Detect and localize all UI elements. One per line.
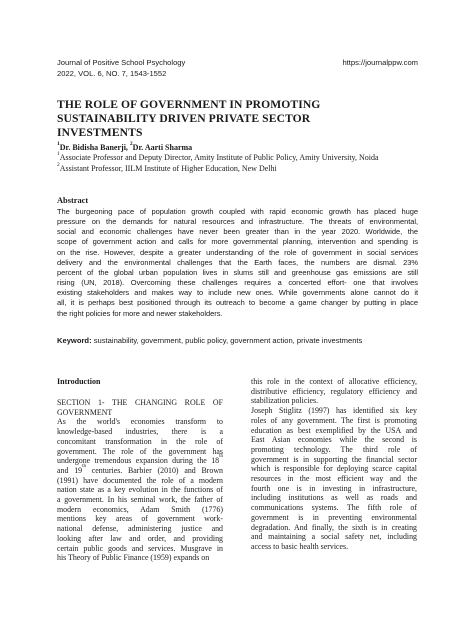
- body-line: government is in supporting the financial sector: [251, 454, 417, 464]
- title-line: THE ROLE OF GOVERNMENT IN PROMOTING: [57, 98, 321, 111]
- abstract-line: existing stakeholders and makes way to include new ones. While governments alone cannot do it: [57, 288, 418, 298]
- body-line: and 19th centuries. Barbier (2010) and Brown: [57, 463, 223, 475]
- body-line: mentions key areas of government work-: [57, 514, 223, 524]
- body-line: Joseph Stiglitz (1997) has identified six key: [251, 406, 417, 416]
- section-heading: GOVERNMENT: [57, 407, 113, 417]
- body-line: concomitant transformation in the role of: [57, 436, 223, 446]
- author1-name: Dr. Bidisha Banerji,: [59, 143, 128, 152]
- body-line: As the world's economies transform to: [57, 417, 223, 427]
- abstract-line: on the rise. However, despite a greater understanding of the role of government in social services: [57, 247, 418, 257]
- body-line: including institutions as well as roads and: [251, 493, 417, 503]
- author2-sup: 2: [129, 141, 133, 147]
- title-line: SUSTAINABILITY DRIVEN PRIVATE SECTOR: [57, 112, 311, 126]
- affiliation-2: $^2$Assistant Professor, IILM Institute of Higher Education, New Delhi: [57, 161, 277, 173]
- body-line: government. The role of the government has: [57, 446, 223, 456]
- author1-sup: 1: [57, 141, 60, 147]
- abstract-line: all, it is perhaps best positioned through its outreach to become a game changer by putting in place: [57, 298, 418, 308]
- journal-url[interactable]: https://journalppw.com: [342, 58, 418, 67]
- body-line: degradation. And finally, the sixth is in creating: [251, 522, 417, 532]
- author2-name: Dr. Aarti Sharma: [132, 143, 193, 152]
- body-line: stabilization policies.: [251, 396, 319, 406]
- abstract-line: The burgeoning pace of population growth coupled with rapid economic growth has placed huge: [57, 207, 418, 216]
- abstract-body: [57, 207, 418, 319]
- body-line: government is in preventing environmental: [251, 512, 417, 522]
- body-line: a government. In his seminal work, the father of: [57, 495, 223, 505]
- body-line: (1991) have documented the role of a modern: [57, 475, 223, 485]
- body-line: national defense, administering justice and: [57, 524, 223, 534]
- paper-title: [57, 98, 387, 141]
- abstract-line: percent of the global urban population lives in slums still and greenhouse gas emissions are still: [57, 267, 418, 277]
- body-line: East Asian economies while the second is: [251, 435, 417, 445]
- body-line: modern economics, Adam Smith (1776): [57, 504, 223, 514]
- abstract-line: scope of government action and calls for more governmental planning, intervention and spending is: [57, 237, 418, 247]
- body-line: distributive efficiency, regulatory efficiency and: [251, 386, 417, 396]
- abstract-line: the right policies for more and newer stakeholders.: [57, 308, 223, 318]
- body-line: looking after law and order, and providing: [57, 533, 223, 543]
- abstract-line: pressure on the demands for natural resources and infrastructure. The threats of environmental,: [57, 217, 418, 227]
- body-line: which is responsible for deploying scarce capital: [251, 464, 417, 474]
- body-line: roles of any government. The first is promoting: [251, 415, 417, 425]
- body-line: communications systems. The fifth role of: [251, 503, 417, 513]
- title-line: INVESTMENTS: [57, 126, 143, 140]
- left-column: [57, 398, 223, 563]
- body-line: certain public goods and services. Musgrave in: [57, 543, 223, 553]
- journal-name: Journal of Positive School Psychology: [57, 58, 186, 67]
- body-line: fourth one is in investing in infrastructure,: [251, 483, 417, 493]
- body-line: resources in the most efficient way and the: [251, 474, 417, 484]
- body-line: undergone tremendous expansion during the 18th: [57, 454, 223, 466]
- keywords: [57, 336, 437, 346]
- body-line: promoting technology. The third role of: [251, 444, 417, 454]
- body-line: nation state as a key evolution in the functions of: [57, 485, 223, 495]
- journal-issue: 2022, VOL. 6, NO. 7, 1543-1552: [57, 68, 167, 78]
- journal-info: [57, 58, 185, 79]
- body-line: knowledge-based industries, there is a: [57, 427, 223, 437]
- abstract-line: social and economic challenges have never been greater than in the year 2020. Worldwide, the: [57, 227, 418, 237]
- keywords-text: sustainability, government, public policy, government action, private investments: [93, 336, 363, 345]
- section-heading: SECTION 1- THE CHANGING ROLE OF: [57, 398, 223, 407]
- body-line: education as best exemplified by the USA and: [251, 425, 417, 435]
- abstract-line: delivery and the environmental challenges that the Earth faces, the numbers are dismal. 23%: [57, 257, 418, 267]
- keywords-label: Keyword:: [57, 336, 92, 345]
- affiliation-1: $^1$Associate Professor and Deputy Director, Amity Institute of Public Policy, Amity University, Noida: [57, 151, 379, 163]
- body-line: this role in the context of allocative efficiency,: [251, 377, 417, 386]
- introduction-heading: Introduction: [57, 377, 101, 386]
- author-line: [57, 143, 437, 153]
- body-line: access to basic health services.: [251, 541, 349, 551]
- abstract-line: rising (UN, 2018). Overcoming these challenges requires a concerted effort- one that involves: [57, 278, 418, 288]
- body-line: and maintaining a social safety net, including: [251, 532, 417, 542]
- author-block: [57, 143, 437, 174]
- right-column: [251, 377, 417, 552]
- body-line: his Theory of Public Finance (1959) expands on: [57, 553, 210, 563]
- abstract-heading: Abstract: [57, 196, 89, 205]
